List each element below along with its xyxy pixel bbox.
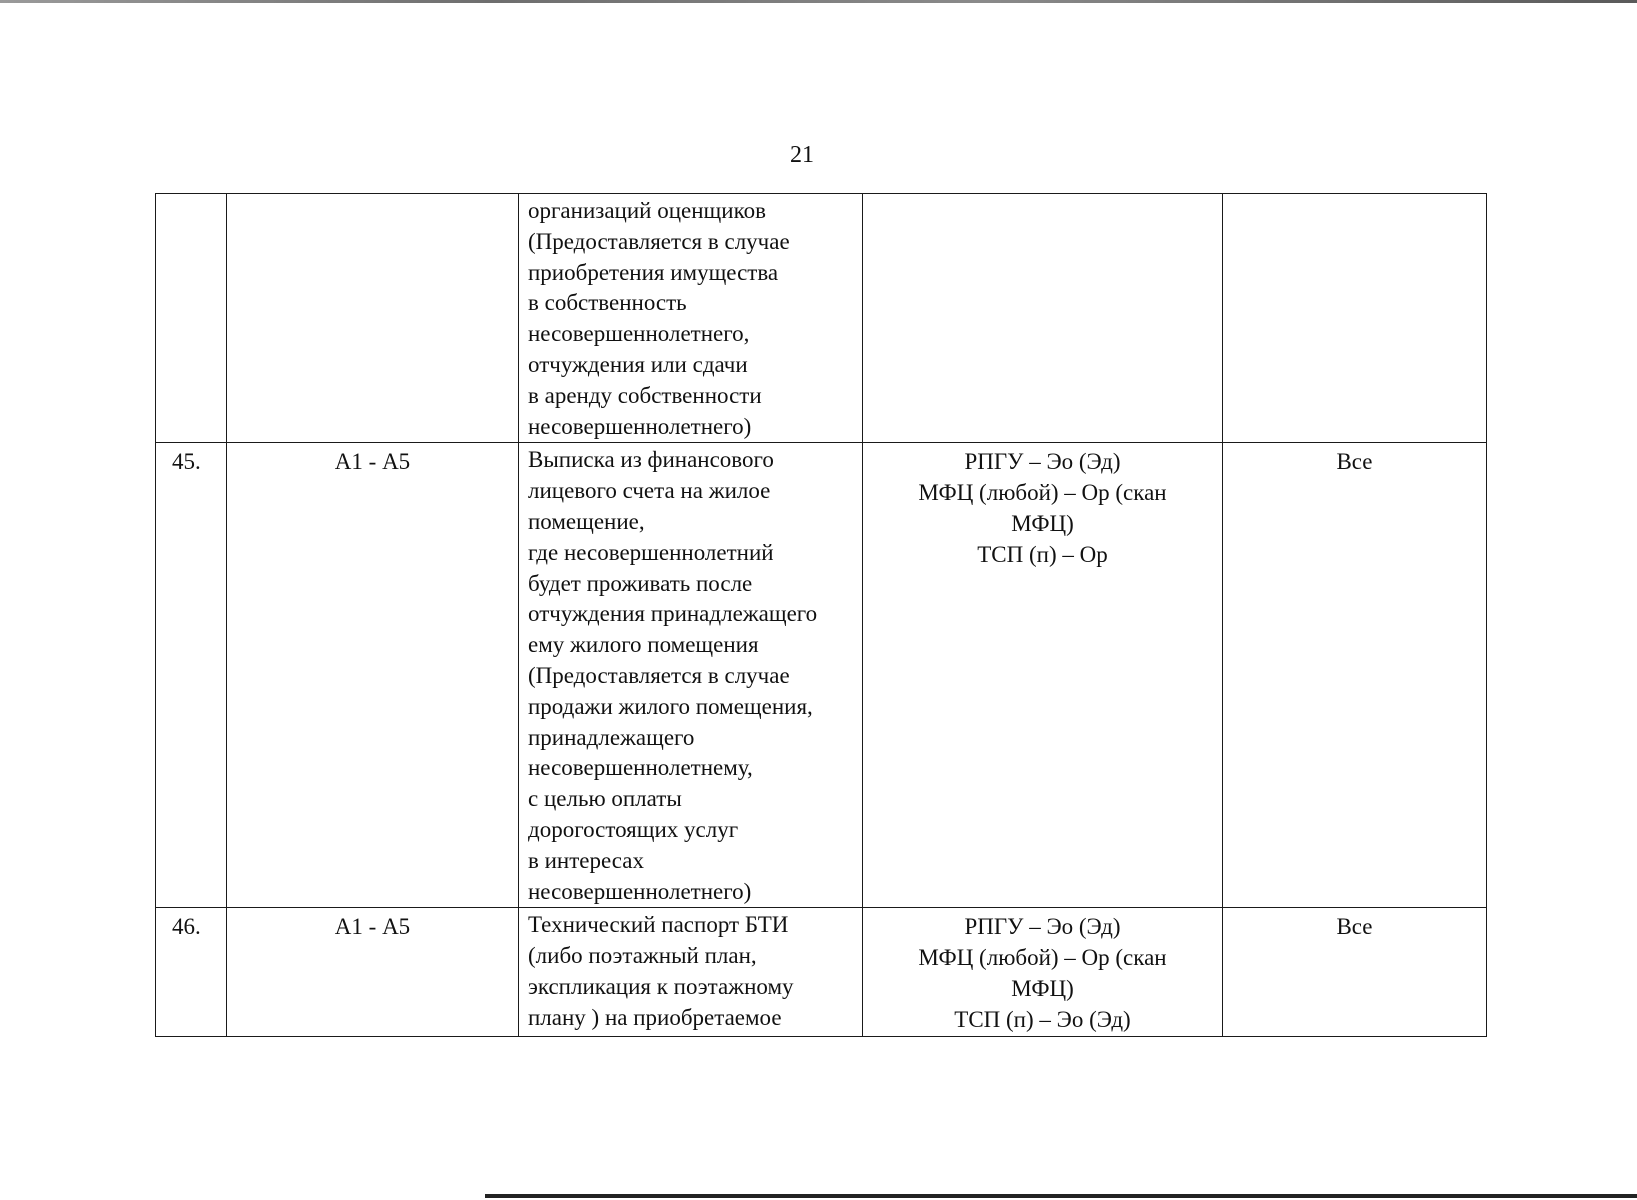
document-line: организаций оценщиков [528,198,766,223]
scan-edge-bottom [485,1194,1637,1198]
document-line: принадлежащего [528,724,695,750]
document-line: с целью оплаты [528,786,682,812]
document-line: будет проживать после [528,570,753,596]
document-line: Технический паспорт БТИ [528,912,789,938]
document-line: помещение, [528,508,645,534]
submission-method-line: МФЦ) [1011,975,1074,1001]
document-description-cell [519,908,863,1036]
document-line: несовершеннолетнего) [528,413,752,439]
document-line: отчуждения принадлежащего [528,601,818,627]
row-number-cell [156,194,227,443]
document-line: где несовершеннолетний [528,539,774,565]
table-row-46 [156,908,1487,1036]
document-line: дорогостоящих услуг [528,816,739,842]
submission-method-cell [863,908,1223,1036]
document-line: (Предоставляется в случае [528,662,790,688]
document-line: приобретения имущества [528,259,779,285]
applicants-cell: Все [1223,908,1487,1036]
submission-method-line: МФЦ (любой) – Ор (скан [918,945,1167,971]
document-line: Выписка из финансового [528,447,774,473]
document-line: несовершеннолетнему, [528,755,753,781]
scan-edge-top [0,0,1637,3]
table-row-45 [156,443,1487,908]
applicant-code-cell [227,194,519,443]
document-line: в собственность [528,290,687,316]
document-description-cell [519,194,863,443]
document-line: (либо поэтажный план, [528,943,757,969]
submission-method-line: ТСП (п) – Ор [977,541,1108,567]
page-number: 21 [790,142,814,168]
submission-method-line: РПГУ – Эо (Эд) [964,914,1121,940]
document-line: отчуждения или сдачи [528,351,748,377]
document-line: (Предоставляется в случае [528,228,790,254]
submission-method-line: ТСП (п) – Эо (Эд) [954,1006,1131,1032]
document-line: ему жилого помещения [528,632,759,658]
submission-method-line: МФЦ (любой) – Ор (скан [918,480,1167,506]
document-line: экспликация к поэтажному [528,973,794,999]
submission-method-cell [863,194,1223,443]
document-line: в интересах [528,847,644,873]
applicants-cell [1223,194,1487,443]
documents-table [155,193,1487,1037]
row-number-cell: 46. [156,908,227,1036]
applicant-code-cell: А1 - А5 [227,908,519,1036]
document-line: плану ) на приобретаемое [528,1004,782,1030]
applicants-cell: Все [1223,443,1487,908]
row-number-cell: 45. [156,443,227,908]
applicant-code-cell: А1 - А5 [227,443,519,908]
document-line: несовершеннолетнего) [528,878,752,904]
document-line: лицевого счета на жилое [528,478,771,504]
submission-method-line: РПГУ – Эо (Эд) [964,449,1121,475]
document-line: продажи жилого помещения, [528,693,813,719]
document-line: в аренду собственности [528,382,762,408]
submission-method-cell [863,443,1223,908]
document-line: несовершеннолетнего, [528,321,750,347]
submission-method-line: МФЦ) [1011,510,1074,536]
table-row-continued [156,194,1487,443]
document-description-cell [519,443,863,908]
